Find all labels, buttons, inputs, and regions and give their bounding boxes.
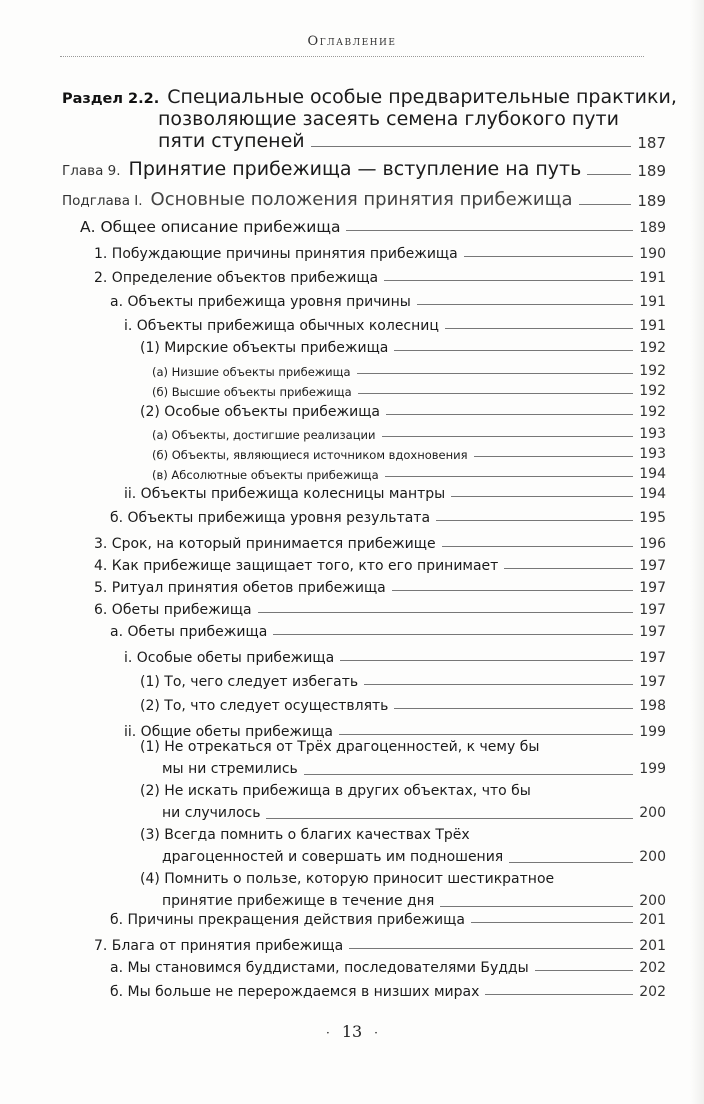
toc-leader bbox=[471, 922, 633, 923]
toc-entry-page: 192 bbox=[639, 383, 666, 399]
toc-entry[interactable] bbox=[140, 332, 666, 356]
toc-entry[interactable] bbox=[94, 572, 666, 596]
header-dotted-rule bbox=[60, 56, 644, 57]
toc-entry-title: б. Объекты прибежища уровня результата bbox=[110, 510, 431, 526]
toc-leader bbox=[258, 612, 634, 613]
toc-entry-page: 200 bbox=[639, 805, 666, 821]
toc-leader bbox=[436, 520, 633, 521]
toc-entry-title-line-1: (4) Помнить о пользе, которую приносит шестикратное bbox=[140, 871, 555, 887]
toc-entry-title-line-2: принятие прибежище в течение дня bbox=[162, 893, 435, 909]
toc-entry[interactable] bbox=[94, 262, 666, 286]
toc-entry[interactable] bbox=[94, 528, 666, 552]
toc-leader bbox=[464, 256, 634, 257]
toc-leader bbox=[339, 734, 633, 735]
toc-entry-multiline[interactable] bbox=[140, 824, 666, 868]
toc-leader bbox=[382, 436, 634, 437]
toc-leader bbox=[346, 230, 633, 231]
toc-entry-title: (а) Низшие объекты прибежища bbox=[152, 365, 351, 379]
toc-entry[interactable] bbox=[110, 286, 666, 310]
toc-leader bbox=[266, 818, 633, 819]
toc-leader bbox=[384, 280, 633, 281]
toc-leader bbox=[394, 708, 633, 709]
toc-entry-page: 192 bbox=[639, 404, 666, 420]
toc-entry[interactable] bbox=[110, 616, 666, 640]
toc-entry-page: 199 bbox=[639, 724, 666, 740]
toc-leader bbox=[485, 994, 633, 995]
toc-entry-page: 197 bbox=[639, 674, 666, 690]
subchapter-title: Основные положения принятия прибежища bbox=[150, 189, 573, 210]
toc-entry-title-line-1: (3) Всегда помнить о благих качествах Трёх bbox=[140, 827, 470, 843]
toc-entry-page: 190 bbox=[639, 246, 666, 262]
subchapter-page: 189 bbox=[637, 192, 666, 210]
toc-entry-page: 201 bbox=[639, 912, 666, 928]
toc-entry[interactable] bbox=[80, 212, 666, 236]
toc-entry-page: 197 bbox=[639, 624, 666, 640]
toc-entry-title: 6. Обеты прибежища bbox=[94, 602, 252, 618]
toc-entry[interactable] bbox=[140, 690, 666, 714]
toc-entry[interactable] bbox=[110, 904, 666, 928]
toc-entry[interactable] bbox=[110, 952, 666, 976]
toc-leader bbox=[273, 634, 633, 635]
toc-entry-page: 202 bbox=[639, 984, 666, 1000]
toc-entry-title: 2. Определение объектов прибежища bbox=[94, 270, 379, 286]
toc-entry-page: 195 bbox=[639, 510, 666, 526]
chapter-label: Глава 9. bbox=[62, 163, 121, 179]
section-title-line-2: позволяющие засеять семена глубокого пути bbox=[158, 108, 619, 130]
toc-entry-title: (б) Высшие объекты прибежища bbox=[152, 385, 352, 399]
toc-entry-title: а. Обеты прибежища bbox=[110, 624, 268, 640]
toc-leader bbox=[474, 456, 634, 457]
toc-entry[interactable] bbox=[110, 976, 666, 1000]
toc-leader bbox=[445, 328, 633, 329]
toc-leader bbox=[385, 476, 634, 477]
toc-entry-page: 199 bbox=[639, 761, 666, 777]
toc-entry[interactable] bbox=[124, 310, 666, 334]
toc-leader bbox=[340, 660, 633, 661]
toc-entry-page: 197 bbox=[639, 602, 666, 618]
chapter-title: Принятие прибежища — вступление на путь bbox=[128, 158, 582, 180]
toc-subchapter-entry[interactable] bbox=[62, 186, 666, 210]
toc-leader bbox=[451, 496, 633, 497]
toc-entry-page: 194 bbox=[639, 486, 666, 502]
toc-entry-title-line-1: (1) Не отрекаться от Трёх драгоценностей, к чему бы bbox=[140, 739, 540, 755]
toc-leader bbox=[442, 546, 634, 547]
subchapter-label: Подглава I. bbox=[62, 193, 143, 209]
toc-entry[interactable] bbox=[94, 594, 666, 618]
footer-dot-right: · bbox=[374, 1026, 378, 1040]
toc-leader bbox=[504, 568, 633, 569]
page-footer bbox=[0, 1022, 704, 1041]
toc-entry-title-line-1: (2) Не искать прибежища в других объектах, что бы bbox=[140, 783, 531, 799]
chapter-page: 189 bbox=[637, 162, 666, 180]
toc-entry-page: 192 bbox=[639, 363, 666, 379]
toc-leader bbox=[509, 862, 633, 863]
toc-entry-title: б. Мы больше не перерождаемся в низших мирах bbox=[110, 984, 480, 1000]
toc-leader bbox=[386, 414, 633, 415]
toc-entry-page: 197 bbox=[639, 558, 666, 574]
toc-leader bbox=[417, 304, 633, 305]
header-title: Оглавление bbox=[307, 34, 397, 49]
toc-section-entry[interactable] bbox=[62, 86, 677, 152]
toc-entry-title-line-2: мы ни стремились bbox=[162, 761, 298, 777]
toc-entry-title: (2) То, что следует осуществлять bbox=[140, 698, 389, 714]
toc-entry-title: i. Особые обеты прибежища bbox=[124, 650, 335, 666]
toc-entry-multiline[interactable] bbox=[140, 736, 666, 780]
toc-leader bbox=[535, 970, 634, 971]
toc-entry-title: 1. Побуждающие причины принятия прибежища bbox=[94, 246, 458, 262]
toc-leader bbox=[311, 146, 632, 147]
toc-leader bbox=[358, 393, 634, 394]
toc-entry-title: (а) Объекты, достигшие реализации bbox=[152, 428, 376, 442]
toc-entry-title: (1) Мирские объекты прибежища bbox=[140, 340, 389, 356]
toc-leader bbox=[357, 373, 634, 374]
toc-entry-title: а. Мы становимся буддистами, последователями Будды bbox=[110, 960, 529, 976]
page-number: 13 bbox=[341, 1022, 363, 1041]
toc-entry-title: (2) Особые объекты прибежища bbox=[140, 404, 380, 420]
toc-entry-title: а. Объекты прибежища уровня причины bbox=[110, 294, 411, 310]
toc-entry-page: 191 bbox=[639, 294, 666, 310]
toc-entry-title: б. Причины прекращения действия прибежища bbox=[110, 912, 465, 928]
section-title-line-3: пяти ступеней bbox=[158, 130, 305, 152]
toc-leader bbox=[587, 174, 631, 175]
toc-entry-page: 201 bbox=[639, 938, 666, 954]
toc-entry-title: 3. Срок, на который принимается прибежище bbox=[94, 536, 436, 552]
toc-entry-title-line-2: драгоценностей и совершать им подношения bbox=[162, 849, 504, 865]
toc-entry-page: 194 bbox=[639, 466, 666, 482]
toc-entry-multiline[interactable] bbox=[140, 780, 666, 824]
toc-entry-page: 200 bbox=[639, 849, 666, 865]
toc-entry-title: (б) Объекты, являющиеся источником вдохновения bbox=[152, 448, 468, 462]
toc-leader bbox=[579, 204, 632, 205]
toc-chapter-entry[interactable] bbox=[62, 156, 666, 180]
toc-entry-title: ii. Общие обеты прибежища bbox=[124, 724, 334, 740]
toc-entry-page: 189 bbox=[639, 220, 666, 236]
toc-entry-page: 191 bbox=[639, 270, 666, 286]
toc-entry-page: 197 bbox=[639, 650, 666, 666]
toc-entry-page: 191 bbox=[639, 318, 666, 334]
toc-entry-page: 200 bbox=[639, 893, 666, 909]
toc-entry-page: 198 bbox=[639, 698, 666, 714]
section-page: 187 bbox=[637, 134, 666, 152]
toc-entry-page: 197 bbox=[639, 580, 666, 596]
toc-entry[interactable] bbox=[124, 642, 666, 666]
toc-entry-title: 4. Как прибежище защищает того, кто его принимает bbox=[94, 558, 499, 574]
toc-entry-title: (1) То, чего следует избегать bbox=[140, 674, 359, 690]
toc-leader bbox=[394, 350, 633, 351]
toc-leader bbox=[304, 774, 633, 775]
toc-leader bbox=[349, 948, 633, 949]
running-header bbox=[60, 34, 644, 58]
section-title-line-1: Специальные особые предварительные практики, bbox=[167, 86, 677, 108]
page-edge-shadow bbox=[690, 0, 704, 1104]
toc-entry-page: 202 bbox=[639, 960, 666, 976]
toc-entry-title-line-2: ни случилось bbox=[162, 805, 261, 821]
toc-entry-title: ii. Объекты прибежища колесницы мантры bbox=[124, 486, 446, 502]
toc-entry[interactable] bbox=[124, 478, 666, 502]
toc-entry-title: А. Общее описание прибежища bbox=[80, 218, 341, 236]
toc-entry-title: 7. Блага от принятия прибежища bbox=[94, 938, 344, 954]
section-label: Раздел 2.2. bbox=[62, 91, 160, 107]
toc-leader bbox=[364, 684, 633, 685]
toc-entry[interactable] bbox=[140, 666, 666, 690]
toc-entry[interactable] bbox=[94, 930, 666, 954]
toc-entry[interactable] bbox=[94, 238, 666, 262]
toc-entry-title: i. Объекты прибежища обычных колесниц bbox=[124, 318, 439, 334]
toc-entry-title: (в) Абсолютные объекты прибежища bbox=[152, 468, 379, 482]
toc-entry[interactable] bbox=[110, 502, 666, 526]
toc-entry-page: 193 bbox=[639, 426, 666, 442]
toc-entry-page: 192 bbox=[639, 340, 666, 356]
toc-entry[interactable] bbox=[94, 550, 666, 574]
toc-entry-title: 5. Ритуал принятия обетов прибежища bbox=[94, 580, 386, 596]
toc-entry[interactable] bbox=[140, 396, 666, 420]
toc-entry-page: 196 bbox=[639, 536, 666, 552]
toc-entry-page: 193 bbox=[639, 446, 666, 462]
footer-dot-left: · bbox=[325, 1026, 330, 1040]
toc-leader bbox=[392, 590, 634, 591]
